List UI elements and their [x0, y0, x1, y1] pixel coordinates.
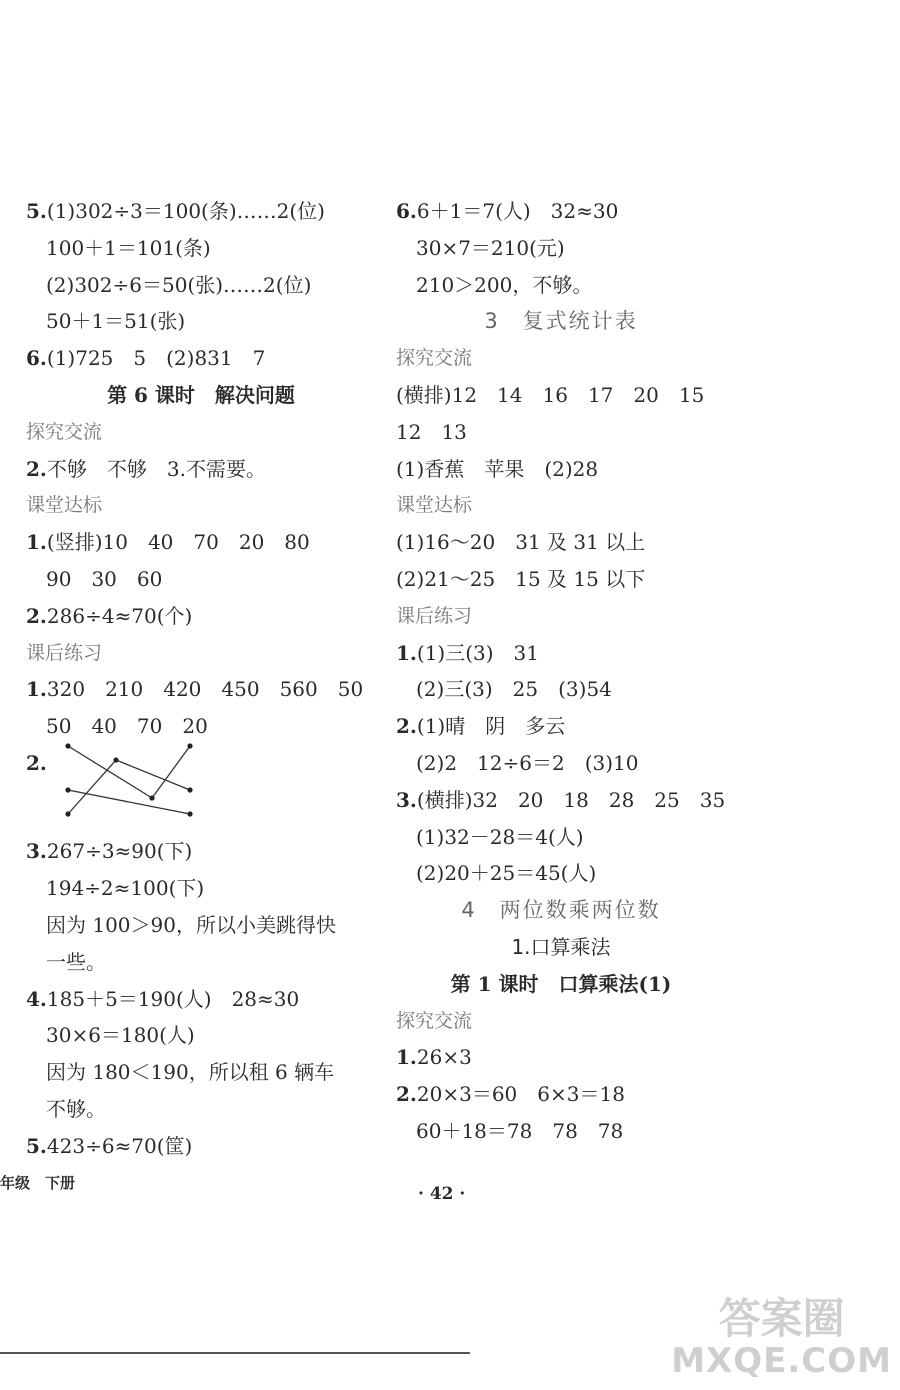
- answer-line: (2)21～25 15 及 15 以下: [396, 567, 646, 591]
- question-number: 2.: [396, 714, 417, 739]
- answer-line: (2)三(3) 25 (3)54: [416, 677, 612, 702]
- dot: [65, 811, 70, 816]
- answer-line: 2.286÷4≈70(个): [26, 603, 193, 628]
- answer-line: 100＋1＝101(条): [46, 235, 211, 260]
- dot: [65, 743, 70, 748]
- question-number: 3.: [26, 839, 47, 864]
- answer-line: 2.(1)晴 阴 多云: [396, 714, 566, 739]
- answer-line: 1.26×3: [396, 1045, 472, 1070]
- answer-line: (1)香蕉 苹果 (2)28: [396, 456, 599, 481]
- answer-line: (2)20＋25＝45(人): [416, 861, 597, 886]
- answer-line: (1)16～20 31 及 31 以上: [396, 530, 646, 555]
- question-number: 1.: [396, 1045, 417, 1070]
- question-number: 2.: [26, 456, 47, 481]
- section-heading: 探究交流: [396, 1009, 473, 1032]
- answer-line: 90 30 60: [46, 567, 163, 591]
- unit-title: 3 复式统计表: [484, 309, 638, 334]
- answer-line: (2)2 12÷6＝2 (3)10: [416, 751, 639, 775]
- dot: [65, 787, 70, 792]
- connector-line: [68, 746, 152, 798]
- question-number: 2.: [396, 1082, 417, 1107]
- section-heading: 课堂达标: [396, 494, 473, 517]
- section-heading: 探究交流: [26, 420, 103, 443]
- question-number: 5.: [26, 1133, 47, 1158]
- lesson-title: 第 1 课时 口算乘法(1): [450, 971, 672, 996]
- watermark-text-bottom: MXQE.COM: [671, 1341, 892, 1381]
- question-number: 2.: [26, 751, 47, 775]
- answer-line: 12 13: [396, 419, 467, 444]
- unit-title: 4 两位数乘两位数: [461, 898, 661, 923]
- answer-line: 3.(横排)32 20 18 28 25 35: [396, 787, 726, 812]
- answer-line: 4.185＋5＝190(人) 28≈30: [26, 986, 300, 1011]
- dot: [187, 743, 192, 748]
- question-number: 1.: [26, 677, 47, 702]
- answer-line: 2.不够 不够 3.不需要。: [26, 456, 266, 481]
- answer-line: 6.6＋1＝7(人) 32≈30: [396, 199, 619, 223]
- question-number: 6.: [26, 346, 47, 371]
- answer-line: 210＞200，不够。: [416, 272, 593, 297]
- watermark-text-top: 答案圈: [718, 1294, 845, 1343]
- footer-grade: 年级 下册: [0, 1174, 76, 1192]
- answer-line: 2.20×3＝60 6×3＝18: [396, 1082, 625, 1107]
- connector-line: [152, 746, 190, 798]
- watermark: [671, 1294, 892, 1382]
- answer-line: 194÷2≈100(下): [46, 876, 205, 901]
- answer-line: (横排)12 14 16 17 20 15: [396, 383, 705, 407]
- answer-line: 一些。: [46, 949, 106, 974]
- answer-line: 5.(1)302÷3＝100(条)……2(位): [26, 199, 325, 223]
- answer-line: 60＋18＝78 78 78: [416, 1119, 624, 1143]
- bottom-rule: [0, 1352, 470, 1354]
- answer-line: 1.(竖排)10 40 70 20 80: [26, 530, 310, 555]
- answer-line: 30×6＝180(人): [46, 1023, 195, 1048]
- question-number: 2.: [26, 603, 47, 628]
- dot: [187, 811, 192, 816]
- question-number: 4.: [26, 986, 47, 1011]
- answer-line: 不够。: [46, 1096, 106, 1121]
- dot: [187, 787, 192, 792]
- matching-lines-diagram: [60, 740, 200, 830]
- dot: [149, 795, 154, 800]
- question-number: 6.: [396, 199, 417, 223]
- section-heading: 探究交流: [396, 347, 473, 370]
- answer-line: 因为 180＜190，所以租 6 辆车: [46, 1060, 335, 1085]
- question-number: 3.: [396, 787, 417, 812]
- answer-line: 5.423÷6≈70(筐): [26, 1133, 193, 1158]
- question-number: 1.: [396, 640, 417, 665]
- answer-line: 因为 100＞90，所以小美跳得快: [46, 912, 336, 937]
- connector-line: [68, 760, 116, 814]
- lesson-title: 第 6 课时 解决问题: [107, 383, 295, 407]
- answer-line: 50 40 70 20: [46, 714, 208, 739]
- question-number: 1.: [26, 530, 47, 555]
- answer-line: 30×7＝210(元): [416, 235, 565, 260]
- section-heading: 课后练习: [396, 604, 473, 627]
- subsection-title: 1.口算乘法: [511, 935, 611, 959]
- section-heading: 课后练习: [26, 641, 103, 664]
- question-number: 5.: [26, 199, 47, 223]
- dot: [113, 757, 118, 762]
- page-number: · 42 ·: [418, 1184, 466, 1204]
- connector-line: [116, 760, 190, 790]
- answer-line: 1.(1)三(3) 31: [396, 640, 539, 665]
- answer-line: 3.267÷3≈90(下): [26, 839, 193, 864]
- answer-line: 6.(1)725 5 (2)831 7: [26, 346, 266, 371]
- answer-line: (1)32－28＝4(人): [416, 824, 584, 849]
- answer-line: (2)302÷6＝50(张)……2(位): [46, 272, 312, 297]
- section-heading: 课堂达标: [26, 494, 103, 517]
- answer-line: [26, 750, 47, 776]
- answer-line: 50＋1＝51(张): [46, 309, 186, 334]
- answer-line: 1.320 210 420 450 560 50: [26, 677, 364, 702]
